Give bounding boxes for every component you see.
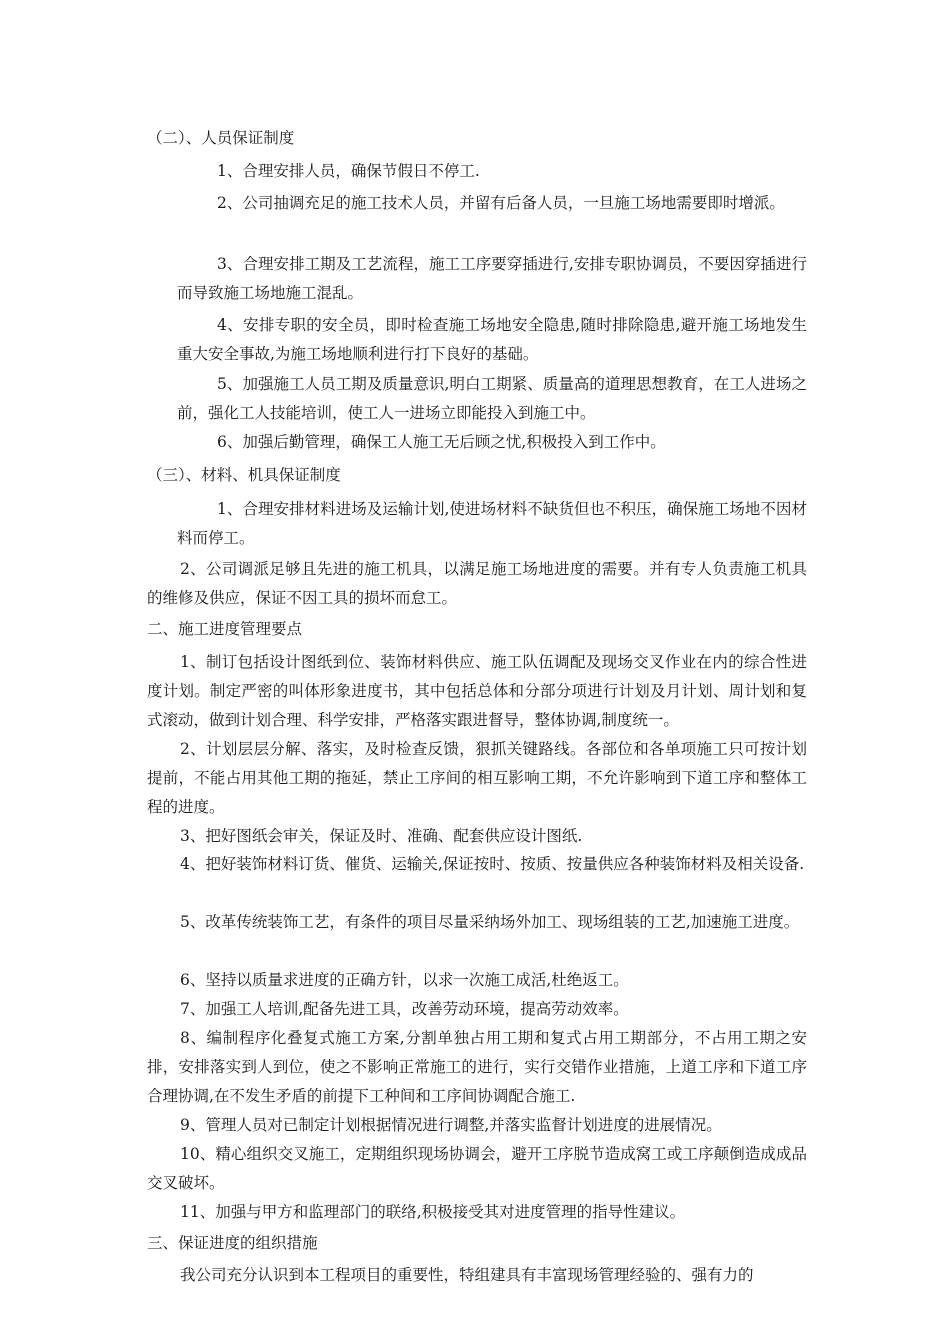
paragraph: 7、加强工人培训,配备先进工具，改善劳动环境，提高劳动效率。 [180,1000,629,1018]
paragraph: 6、加强后勤管理，确保工人施工无后顾之忧,积极投入到工作中。 [217,433,666,451]
section-heading-personnel: （二）、人员保证制度 [147,129,295,147]
paragraph: 9、管理人员对已制定计划根据情况进行调整,并落实监督计划进度的进展情况。 [180,1116,722,1134]
paragraph: 1、合理安排人员，确保节假日不停工. [217,162,480,180]
section-heading-materials: （三）、材料、机具保证制度 [147,466,341,484]
paragraph: 4、把好装饰材料订货、催货、运输关,保证按时、按质、按量供应各种装饰材料及相关设备. [180,855,805,873]
paragraph: 2、公司抽调充足的施工技术人员，并留有后备人员，一旦施工场地需要即时增派。 [217,194,785,212]
paragraph: 5、改革传统装饰工艺，有条件的项目尽量采纳场外加工、现场组装的工艺,加速施工进度。 [180,913,800,931]
paragraph: 我公司充分认识到本工程项目的重要性，特组建具有丰富现场管理经验的、强有力的 [180,1266,754,1284]
paragraph: 10、精心组织交叉施工，定期组织现场协调会，避开工序脱节造成窝工或工序颠倒造成成品交叉破坏。 [147,1145,807,1192]
paragraph: 11、加强与甲方和监理部门的联络,积极接受其对进度管理的指导性建议。 [180,1203,686,1221]
paragraph: 3、合理安排工期及工艺流程，施工工序要穿插进行,安排专职协调员，不要因穿插进行而导致施工场地施工混乱。 [177,255,807,302]
paragraph: 8、编制程序化叠复式施工方案,分割单独占用工期和复式占用工期部分，不占用工期之安排，安排落实到人到位，使之不影响正常施工的进行，实行交错作业措施，上道工序和下道工序合理协调,在不发生矛盾的前提下工种间和工序间协调配合施工. [147,1029,807,1105]
paragraph: 2、公司调派足够且先进的施工机具，以满足施工场地进度的需要。并有专人负责施工机具的维修及供应，保证不因工具的损坏而怠工。 [147,560,807,607]
paragraph: 1、制订包括设计图纸到位、装饰材料供应、施工队伍调配及现场交叉作业在内的综合性进度计划。制定严密的叫体形象进度书，其中包括总体和分部分项进行计划及月计划、周计划和复式滚动，做到计划合理、科学安排，严格落实跟进督导，整体协调,制度统一。 [147,653,807,729]
section-heading-schedule: 二、施工进度管理要点 [147,620,303,638]
paragraph: 3、把好图纸会审关，保证及时、准确、配套供应设计图纸. [180,827,583,845]
section-heading-organization: 三、保证进度的组织措施 [147,1234,318,1252]
paragraph: 2、计划层层分解、落实，及时检查反馈，狠抓关键路线。各部位和各单项施工只可按计划提前，不能占用其他工期的拖延，禁止工序间的相互影响工期，不允许影响到下道工序和整体工程的进度。 [147,740,807,816]
paragraph: 1、合理安排材料进场及运输计划,使进场材料不缺货但也不积压，确保施工场地不因材料而停工。 [177,500,807,547]
paragraph: 5、加强施工人员工期及质量意识,明白工期紧、质量高的道理思想教育，在工人进场之前，强化工人技能培训，使工人一进场立即能投入到施工中。 [177,375,807,422]
paragraph: 6、坚持以质量求进度的正确方针，以求一次施工成活,杜绝返工。 [180,971,629,989]
paragraph: 4、安排专职的安全员，即时检查施工场地安全隐患,随时排除隐患,避开施工场地发生重大安全事故,为施工场地顺利进行打下良好的基础。 [177,316,807,363]
